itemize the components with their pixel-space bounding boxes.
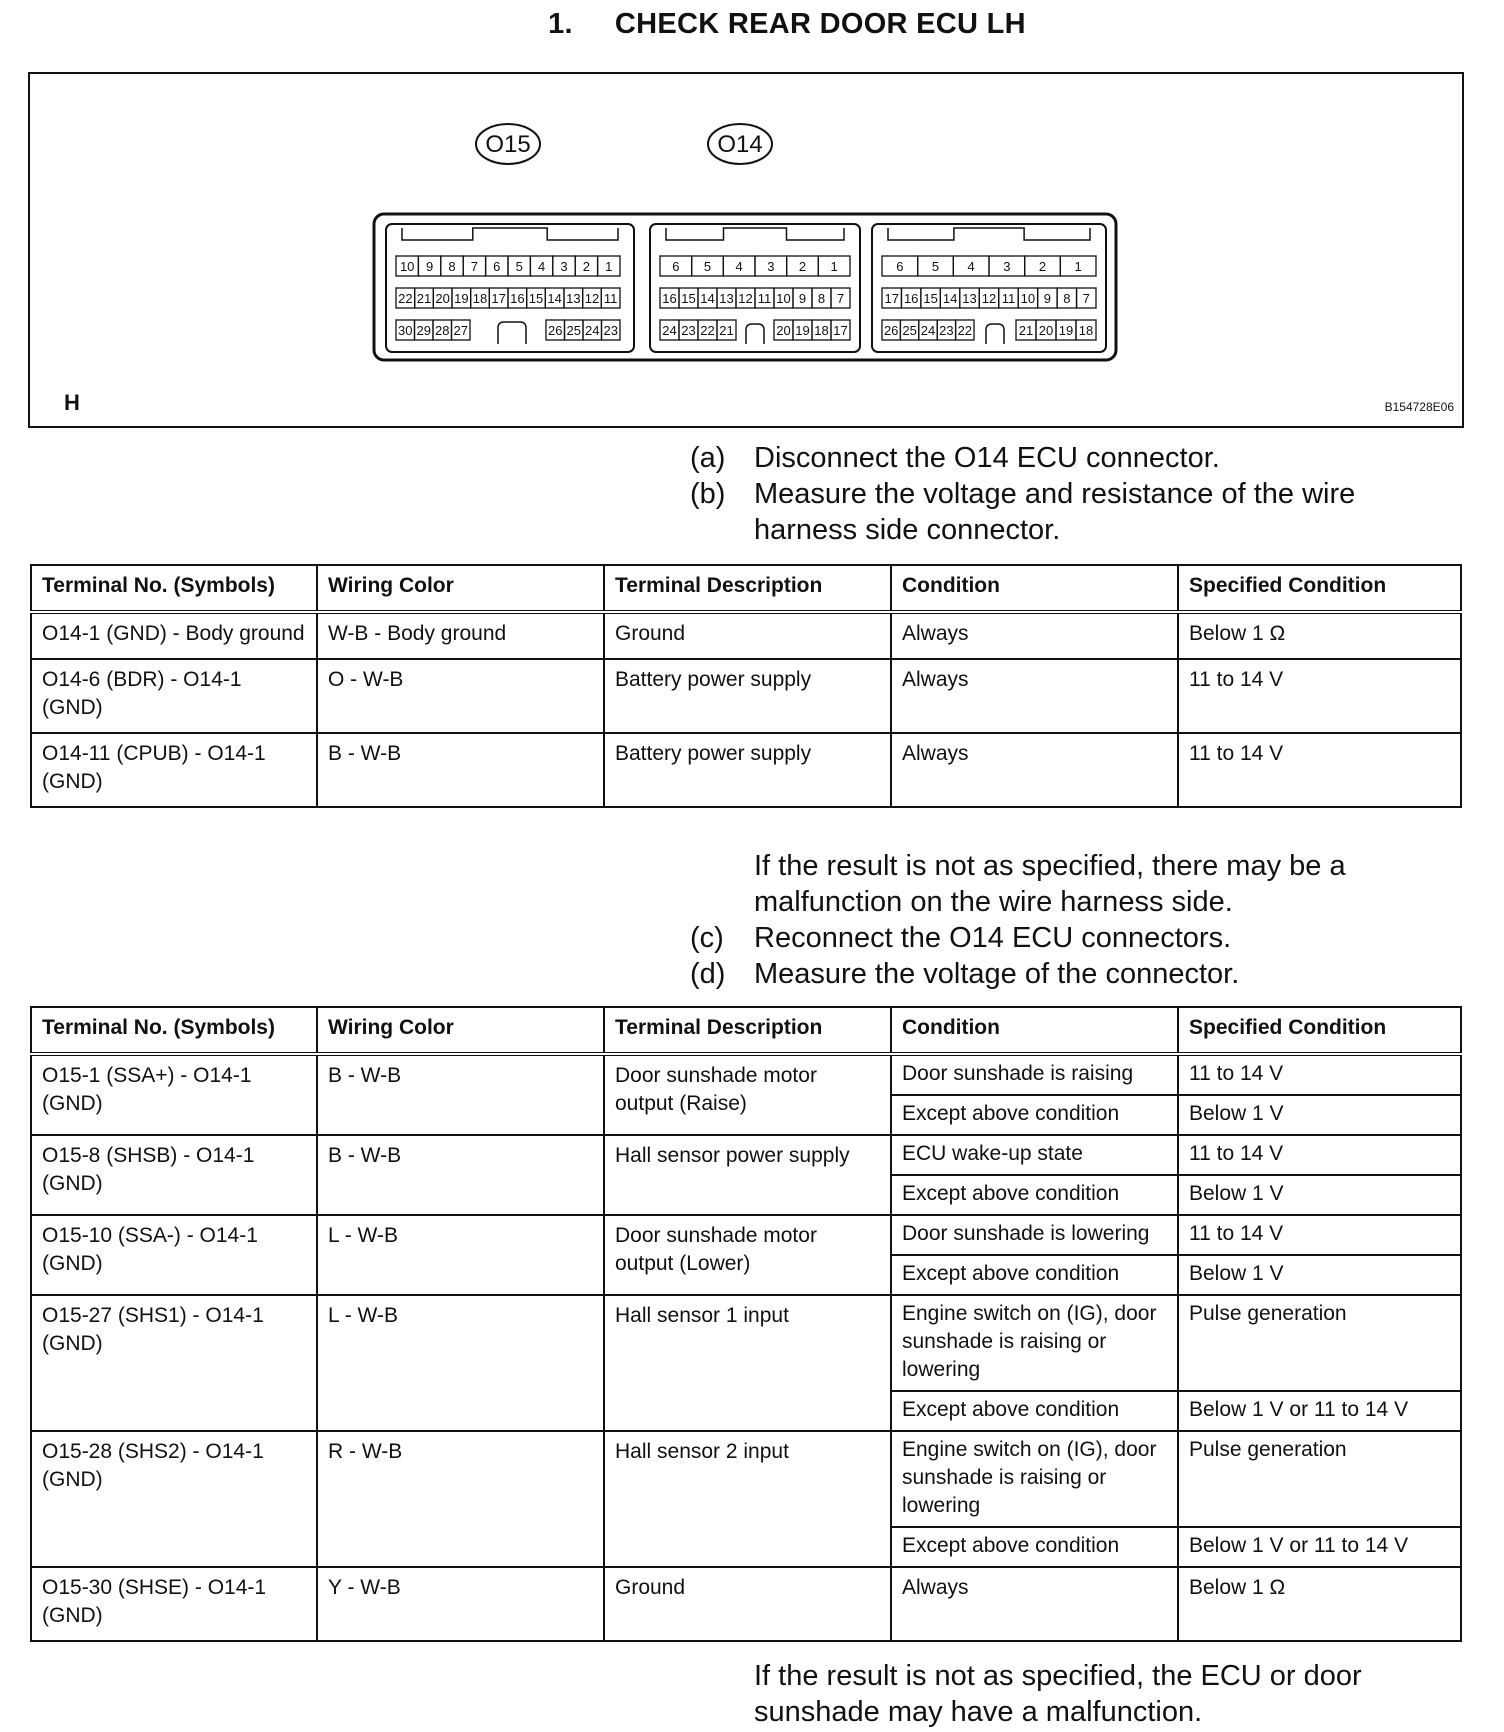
cell-condition: Door sunshade is raising [891,1054,1178,1095]
pin-number: 15 [681,291,696,306]
step-d [690,956,1410,992]
page-title [0,8,1504,41]
cell-description: Hall sensor 2 input [604,1431,891,1567]
cell-description: Battery power supply [604,733,891,807]
connector-diagram [30,74,1462,426]
cell-terminal: O15-10 (SSA-) - O14-1 (GND) [31,1215,317,1295]
table-row [31,659,1461,733]
table-header-row [31,565,1461,612]
cell-terminal: O15-1 (SSA+) - O14-1 (GND) [31,1054,317,1135]
pin-number: 20 [1038,323,1054,338]
cell-wiring-color: R - W-B [317,1431,604,1567]
pin-number: 6 [896,259,904,274]
connector-label: O14 [717,131,763,158]
table-row [31,733,1461,807]
header-wiring-color: Wiring Color [317,1007,604,1054]
cell-description: Ground [604,612,891,659]
pin-number: 20 [435,291,450,306]
cell-specified: 11 to 14 V [1178,1215,1461,1255]
step-label: (c) [690,922,724,954]
pin-number: 13 [962,291,977,306]
cell-condition: ECU wake-up state [891,1135,1178,1175]
pin-number: 10 [776,291,791,306]
step-text: Measure the voltage of the connector. [754,958,1240,990]
cell-specified: 11 to 14 V [1178,733,1461,807]
pin-number: 19 [795,323,810,338]
cell-wiring-color: B - W-B [317,733,604,807]
pin-number: 4 [735,259,743,274]
table-row [31,612,1461,659]
pin-number: 1 [830,259,838,274]
pin-number: 3 [767,259,775,274]
pin-number: 24 [585,323,600,338]
pin-number: 8 [1063,291,1071,306]
step-label: (d) [690,958,726,990]
pin-number: 25 [566,323,581,338]
step-text: Reconnect the O14 ECU connectors. [754,922,1232,954]
pin-number: 11 [603,291,618,306]
pin-number: 2 [798,259,807,274]
pin-number: 4 [967,259,975,274]
pin-number: 29 [416,323,431,338]
cell-condition: Door sunshade is lowering [891,1215,1178,1255]
pin-number: 30 [398,323,413,338]
pin-number: 28 [435,323,450,338]
pin-number: 9 [425,259,434,274]
pin-number: 14 [700,291,715,306]
pin-number: 18 [814,323,829,338]
pin-number: 23 [939,323,954,338]
connector-notch [498,322,526,344]
pin-number: 23 [603,323,618,338]
table-row [31,1054,1461,1095]
table-row [31,1431,1461,1527]
pin-number: 1 [605,259,613,274]
pin-number: 7 [1082,291,1090,306]
connector-key [666,228,844,240]
connector-key [888,228,1090,240]
cell-specified: Pulse generation [1178,1295,1461,1391]
cell-condition: Except above condition [891,1391,1178,1431]
pin-number: 10 [1020,291,1036,306]
cell-specified: Below 1 Ω [1178,1567,1461,1641]
title-text: CHECK REAR DOOR ECU LH [614,8,1026,40]
pin-number: 9 [1043,291,1051,306]
pin-number: 2 [582,259,591,274]
cell-condition: Always [891,612,1178,659]
pin-number: 8 [817,291,826,306]
pin-number: 26 [548,323,563,338]
pin-number: 11 [757,291,772,306]
cell-terminal: O14-11 (CPUB) - O14-1 (GND) [31,733,317,807]
cell-condition: Engine switch on (IG), door sunshade is raising or lowering [891,1295,1178,1391]
pin-number: 5 [515,259,523,274]
cell-terminal: O15-8 (SHSB) - O14-1 (GND) [31,1135,317,1215]
pin-number: 24 [662,323,677,338]
cell-wiring-color: L - W-B [317,1295,604,1431]
pin-number: 18 [1078,323,1094,338]
connector-notch [986,324,1004,344]
pin-number: 16 [662,291,677,306]
header-condition: Condition [891,565,1178,612]
cell-specified: 11 to 14 V [1178,659,1461,733]
pin-number: 25 [902,323,917,338]
cell-condition: Engine switch on (IG), door sunshade is raising or lowering [891,1431,1178,1527]
cell-description: Ground [604,1567,891,1641]
pin-number: 6 [493,259,501,274]
pin-number: 22 [957,323,973,338]
pin-number: 18 [472,291,488,306]
pin-number: 1 [1074,259,1082,274]
title-number: 1. [548,8,573,40]
pin-number: 5 [703,259,712,274]
step-label: (a) [690,442,726,474]
pin-number: 19 [454,291,469,306]
header-specified-condition: Specified Condition [1178,1007,1461,1054]
cell-wiring-color: L - W-B [317,1215,604,1295]
cell-condition: Except above condition [891,1255,1178,1295]
table-row [31,1567,1461,1641]
cell-condition: Except above condition [891,1527,1178,1567]
pin-number: 3 [560,259,568,274]
pin-number: 14 [942,291,958,306]
cell-condition: Except above condition [891,1175,1178,1215]
figure-code: B154728E06 [1384,400,1454,414]
cell-specified: Below 1 V or 11 to 14 V [1178,1527,1461,1567]
spec-table-1 [30,564,1462,808]
pin-number: 23 [681,323,696,338]
cell-specified: 11 to 14 V [1178,1054,1461,1095]
result-note-1: If the result is not as specified, there may be a malfunction on the wire harness side. [754,850,1346,918]
pin-number: 20 [776,323,791,338]
pin-number: 9 [798,291,807,306]
connector-notch [746,324,764,344]
connector-key [402,228,618,240]
pin-number: 21 [719,323,734,338]
step-b [690,476,1410,548]
step-label: (b) [690,478,726,510]
pin-number: 21 [1018,323,1034,338]
pin-number: 5 [931,259,940,274]
table-header-row [31,1007,1461,1054]
pin-number: 7 [836,291,845,306]
pin-number: 22 [398,291,413,306]
cell-specified: Below 1 V [1178,1095,1461,1135]
pin-number: 16 [510,291,525,306]
cell-specified: Below 1 V [1178,1175,1461,1215]
cell-wiring-color: B - W-B [317,1135,604,1215]
pin-number: 27 [453,323,468,338]
pin-number: 13 [566,291,581,306]
cell-wiring-color: O - W-B [317,659,604,733]
header-terminal-description: Terminal Description [604,565,891,612]
pin-number: 10 [399,259,415,274]
cell-condition: Always [891,733,1178,807]
pin-number: 17 [833,323,848,338]
spec-table-2 [30,1006,1462,1642]
cell-terminal: O15-30 (SHSE) - O14-1 (GND) [31,1567,317,1641]
figure-side-label: H [64,390,80,415]
cell-specified: 11 to 14 V [1178,1135,1461,1175]
cell-wiring-color: W-B - Body ground [317,612,604,659]
step-text: Measure the voltage and resistance of the wire harness side connector. [754,478,1356,546]
cell-terminal: O15-27 (SHS1) - O14-1 (GND) [31,1295,317,1431]
pin-number: 2 [1038,259,1047,274]
cell-wiring-color: B - W-B [317,1054,604,1135]
pin-number: 26 [883,323,899,338]
cell-description: Door sunshade motor output (Raise) [604,1054,891,1135]
pin-number: 11 [1001,291,1016,306]
pin-number: 17 [491,291,506,306]
pin-number: 24 [920,323,936,338]
cell-wiring-color: Y - W-B [317,1567,604,1641]
header-specified-condition: Specified Condition [1178,565,1461,612]
connector-figure [28,72,1464,428]
step-c [690,920,1410,956]
header-terminal: Terminal No. (Symbols) [31,565,317,612]
pin-number: 8 [448,259,456,274]
pin-number: 16 [903,291,919,306]
pin-number: 12 [738,291,753,306]
cell-specified: Below 1 Ω [1178,612,1461,659]
cell-specified: Below 1 V or 11 to 14 V [1178,1391,1461,1431]
cell-description: Hall sensor 1 input [604,1295,891,1431]
step-a [690,440,1410,476]
pin-number: 21 [416,291,432,306]
pin-number: 13 [719,291,734,306]
header-terminal-description: Terminal Description [604,1007,891,1054]
connector-label: O15 [485,131,531,158]
pin-number: 3 [1003,259,1011,274]
header-terminal: Terminal No. (Symbols) [31,1007,317,1054]
pin-number: 4 [537,259,546,274]
pin-number: 14 [547,291,562,306]
cell-terminal: O14-6 (BDR) - O14-1 (GND) [31,659,317,733]
cell-condition: Always [891,659,1178,733]
table-row [31,1295,1461,1391]
pin-number: 17 [884,291,899,306]
table-row [31,1215,1461,1255]
cell-condition: Always [891,1567,1178,1641]
header-condition: Condition [891,1007,1178,1054]
pin-number: 12 [584,291,600,306]
cell-description: Hall sensor power supply [604,1135,891,1215]
cell-terminal: O14-1 (GND) - Body ground [31,612,317,659]
cell-description: Door sunshade motor output (Lower) [604,1215,891,1295]
table-row [31,1135,1461,1175]
cell-specified: Pulse generation [1178,1431,1461,1527]
pin-number: 19 [1058,323,1074,338]
pin-number: 22 [700,323,715,338]
pin-number: 7 [470,259,479,274]
step-text: Disconnect the O14 ECU connector. [754,442,1220,474]
header-wiring-color: Wiring Color [317,565,604,612]
cell-specified: Below 1 V [1178,1255,1461,1295]
cell-condition: Except above condition [891,1095,1178,1135]
cell-description: Battery power supply [604,659,891,733]
pin-number: 12 [981,291,997,306]
cell-terminal: O15-28 (SHS2) - O14-1 (GND) [31,1431,317,1567]
pin-number: 15 [923,291,938,306]
result-note-2: If the result is not as specified, the ECU or door sunshade may have a malfunction. [754,1660,1362,1728]
pin-number: 15 [528,291,544,306]
pin-number: 6 [672,259,680,274]
